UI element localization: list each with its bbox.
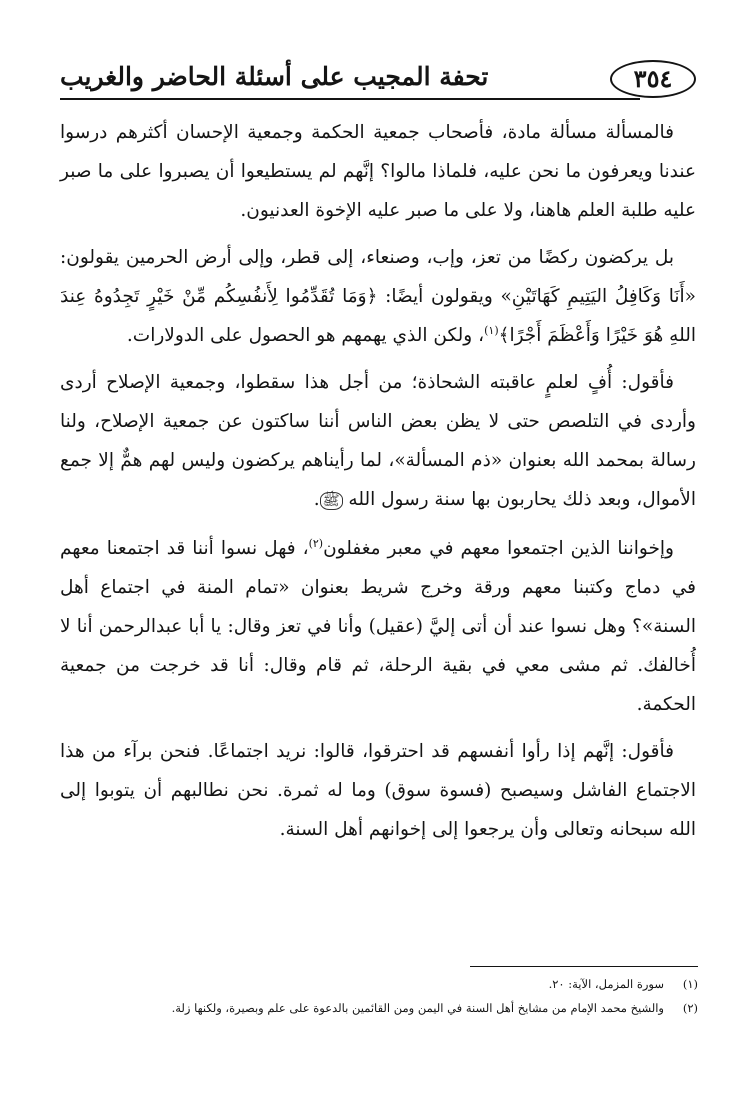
footnote-2-text: والشيخ محمد الإمام من مشايخ أهل السنة في اليمن ومن القائمين بالدعوة على علم وبصيرة، ولكنها زلة. <box>171 1001 664 1015</box>
paragraph-2-text-end: ، ولكن الذي يهمهم هو الحصول على الدولارات. <box>126 325 485 346</box>
main-text <box>60 113 696 857</box>
paragraph-2-text-start: بل يركضون ركضًا من تعز، وإب، وصنعاء، إلى قطر، وإلى أرض الحرمين يقولون: «أَنَا وَكَافِلُ اليَتِيمِ كَهَاتَيْنِ» ويقولون أيضًا: ﴿وَمَا تُقَدِّمُوا لِأَنفُسِكُم مِّنْ خَيْرٍ تَجِدُوهُ عِندَ اللهِ هُوَ خَيْرًا وَأَعْظَمَ أَجْرًا﴾ <box>60 247 696 346</box>
paragraph-1 <box>60 113 696 230</box>
paragraph-4-text-end: ، فهل نسوا أننا قد اجتمعنا معهم في دماج وكتبنا معهم ورقة وخرج شريط بعنوان «تمام المنة في اجتماع أهل السنة»؟ وهل نسوا عند أن أتى إليَّ (عقيل) وأنا في تعز وقال: يا أبا عبدالرحمن أنا لا أُخالفك. ثم مشى معي في بقية الرحلة، ثم قام وقال: أنا قد خرجت من جمعية الحكمة. <box>60 538 696 715</box>
page-header <box>60 58 696 108</box>
paragraph-3: فأقول: أُفٍ لعلمٍ عاقبته الشحاذة؛ من أجل هذا سقطوا، وجمعية الإصلاح أردى وأردى في التلصص حتى لا يظن بعض الناس أننا ساكتون عن جمعية الإصلاح، ولنا رسالة بمحمد الله بعنوان «ذم المسألة»، لما رأيناهم يركضون وليس لهم همٌّ إلا جمع الأموال، وبعد ذلك يحاربون بها سنة رسول الله ﷺ. <box>60 372 696 510</box>
page-number: ٣٥٤ <box>633 64 673 93</box>
paragraph-4-text-start: وإخواننا الذين اجتمعوا معهم في معبر مغفلون <box>323 538 674 559</box>
page-number-badge <box>610 60 696 98</box>
paragraph-5-text: فأقول: إنَّهم إذا رأوا أنفسهم قد احترقوا، قالوا: نريد اجتماعًا. فنحن برآء من هذا الاجتماع الفاشل وسيصبح (فسوة سوق) وما له ثمرة. نحن نطالبهم أن يتوبوا إلى الله سبحانه وتعالى وأن يرجعوا إلى إخوانهم أهل السنة. <box>60 741 696 840</box>
paragraph-2 <box>60 238 696 355</box>
footnote-1-number: (١) <box>682 977 698 991</box>
book-title: تحفة المجيب على أسئلة الحاضر والغريب <box>60 62 489 91</box>
footnote-separator <box>470 966 698 967</box>
footnote-2 <box>48 996 698 1020</box>
paragraph-4 <box>60 529 696 724</box>
paragraph-1-text: فالمسألة مسألة مادة، فأصحاب جمعية الحكمة وجمعية الإحسان أكثرهم درسوا عندنا ويعرفون ما نحن عليه، فلماذا مالوا؟ إنَّهم لم يستطيعوا أن يصبروا على ما صبر عليه طلبة العلم هاهنا، ولا على ما صبر عليه الإخوة العدنيون. <box>60 122 696 221</box>
footnote-2-number: (٢) <box>682 1001 698 1015</box>
paragraph-5 <box>60 732 696 849</box>
salutation-glyph: ﷺ <box>320 492 343 510</box>
footnote-1-text: سورة المزمل، الآية: ٢٠. <box>548 977 664 991</box>
header-rule <box>60 98 640 100</box>
footnote-1 <box>48 972 698 996</box>
footnotes <box>48 972 698 1020</box>
footnote-marker-1: (١) <box>484 323 499 337</box>
paragraph-3-text: فأقول: أُفٍ لعلمٍ عاقبته الشحاذة؛ من أجل هذا سقطوا، وجمعية الإصلاح أردى وأردى في التلصص حتى لا يظن بعض الناس أننا ساكتون عن جمعية الإصلاح، ولنا رسالة بمحمد الله بعنوان «ذم المسألة»، لما رأيناهم يركضون وليس لهم همٌّ إلا جمع الأموال، وبعد ذلك يحاربون بها سنة رسول الله <box>60 372 696 510</box>
footnote-marker-2: (٢) <box>308 536 324 550</box>
